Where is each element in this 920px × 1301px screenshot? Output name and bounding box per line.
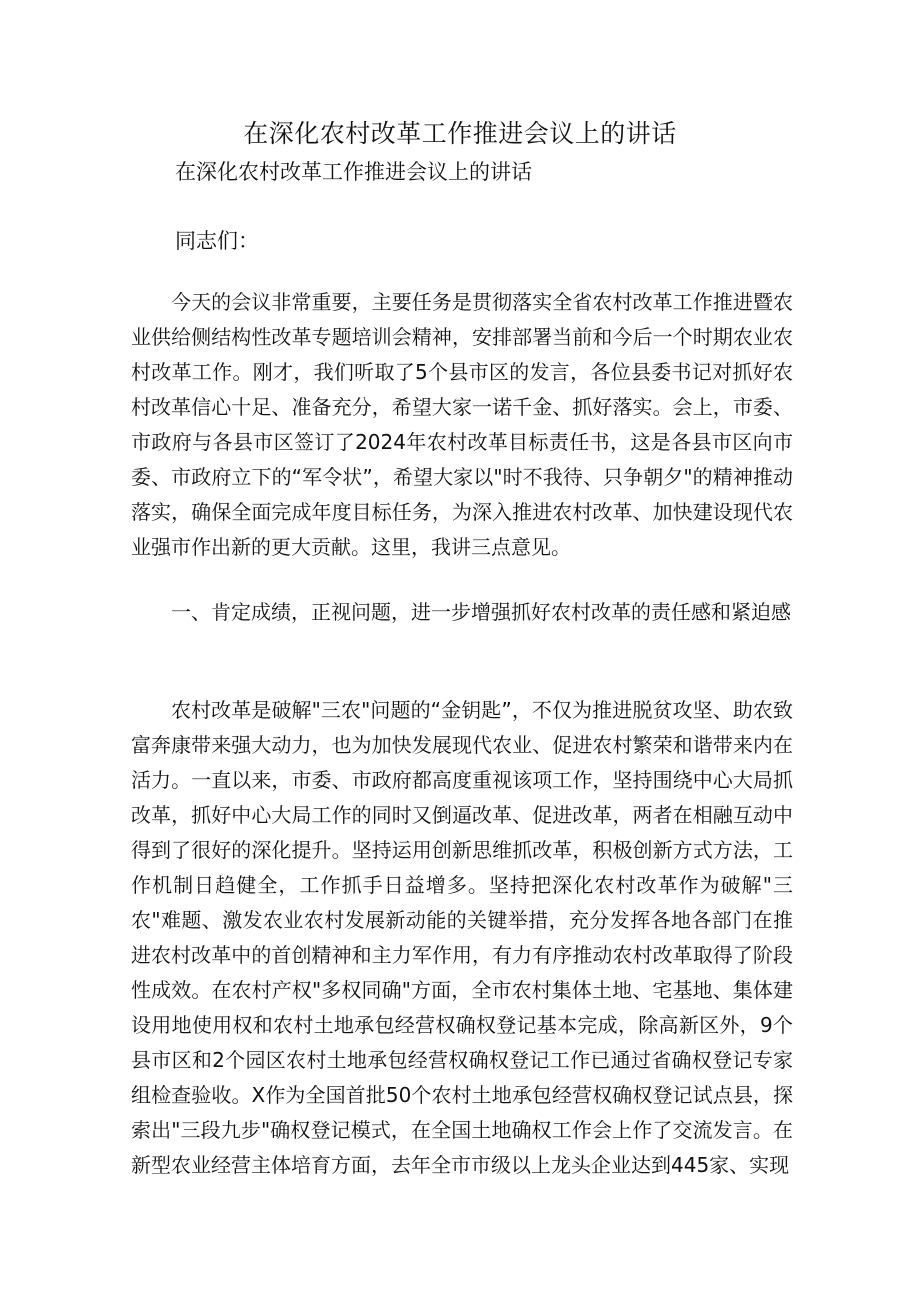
salutation: 同志们： [175, 229, 259, 253]
document-title: 在深化农村改革工作推进会议上的讲话 [243, 119, 677, 148]
document-subtitle: 在深化农村改革工作推进会议上的讲话 [175, 160, 532, 184]
section-body-1: 农村改革是破解"三农"问题的“金钥匙”，不仅为推进脱贫攻坚、助农致富奔康带来强大动力，也为加快发展现代农业、促进农村繁荣和谐带来内在活力。一直以来，市委、市政府都高度重视该项工作，坚持围绕中心大局抓改革，抓好中心大局工作的同时又倒逼改革、促进改革，两者在相融互动中得到了很好的深化提升。坚持运用创新思维抓改革，积极创新方式方法，工作机制日趋健全，工作抓手日益增多。坚持把深化农村改革作为破解"三农"难题、激发农业农村发展新动能的关键举措，充分发挥各地各部门在推进农村改革中的首创精神和主力军作用，有力有序推动农村改革取得了阶段性成效。在农村产权"多权同确"方面，全市农村集体土地、宅基地、集体建设用地使用权和农村土地承包经营权确权登记基本完成，除高新区外，9个县市区和2个园区农村土地承包经营权确权登记工作已通过省确权登记专家组检查验收。X作为全国首批50个农村土地承包经营权确权登记试点县，探索出"三段九步"确权登记模式，在全国土地确权工作会上作了交流发言。在新型农业经营主体培育方面，去年全市市级以上龙头企业达到445家、实现 [131, 698, 793, 1177]
section-heading-1: 一、肯定成绩，正视问题，进一步增强抓好农村改革的责任感和紧迫感 [171, 600, 791, 624]
intro-paragraph: 今天的会议非常重要，主要任务是贯彻落实全省农村改革工作推进暨农业供给侧结构性改革专题培训会精神，安排部署当前和今后一个时期农业农村改革工作。刚才，我们听取了5个县市区的发言，各位县委书记对抓好农村改革信心十足、准备充分，希望大家一诺千金、抓好落实。会上，市委、市政府与各县市区签订了2024年农村改革目标责任书，这是各县市区向市委、市政府立下的“军令状”，希望大家以"时不我待、只争朝夕"的精神推动落实，确保全面完成年度目标任务，为深入推进农村改革、加快建设现代农业强市作出新的更大贡献。这里，我讲三点意见。 [131, 290, 793, 559]
